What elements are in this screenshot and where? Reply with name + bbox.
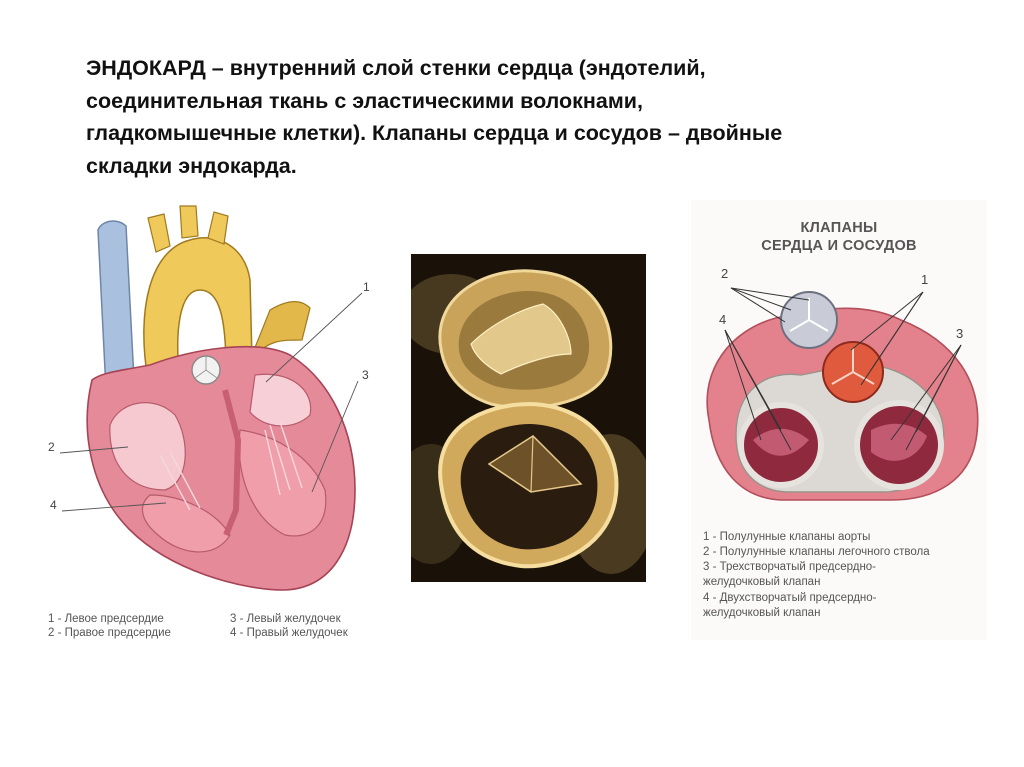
marker-4: 4 (719, 312, 727, 327)
heading-line: соединительная ткань с эластическими волокнами, (86, 88, 643, 113)
legend-item: 3 - Трехстворчатый предсердно- (703, 561, 877, 573)
legend-item: 1 - Левое предсердие (48, 613, 164, 625)
heart-section-figure (40, 190, 408, 642)
marker-1: 1 (921, 272, 929, 287)
heading-line: складки эндокарда. (86, 153, 297, 178)
vena-cava-shape (98, 221, 134, 390)
heading-line: гладкомышечные клетки). Клапаны сердца и сосудов – двойные (86, 121, 783, 145)
marker-2: 2 (721, 266, 729, 281)
diagram-title-line2: СЕРДЦА И СОСУДОВ (761, 238, 917, 254)
legend-item: 2 - Правое предсердие (48, 627, 171, 639)
legend-item: 2 - Полулунные клапаны легочного ствола (703, 546, 930, 558)
legend-item: 3 - Левый желудочек (230, 613, 341, 625)
marker-2: 2 (48, 440, 55, 454)
marker-4: 4 (50, 498, 57, 512)
slide-heading (86, 52, 956, 182)
marker-3: 3 (956, 326, 964, 341)
legend-item: желудочковый клапан (703, 576, 821, 588)
legend-item: 1 - Полулунные клапаны аорты (703, 531, 871, 543)
heart-illustration (40, 190, 408, 642)
legend-item: желудочковый клапан (703, 607, 821, 619)
valves-diagram (691, 200, 987, 640)
valves-photo-image (411, 254, 646, 582)
legend-item: 4 - Двухстворчатый предсердно- (703, 592, 877, 604)
diagram-title-line1: КЛАПАНЫ (800, 220, 878, 236)
heading-line: ЭНДОКАРД – внутренний слой стенки сердца (эндотелий, (86, 56, 706, 80)
legend-item: 4 - Правый желудочек (230, 627, 348, 639)
marker-3: 3 (362, 368, 369, 382)
marker-1: 1 (363, 280, 370, 294)
valves-photo (411, 254, 646, 582)
